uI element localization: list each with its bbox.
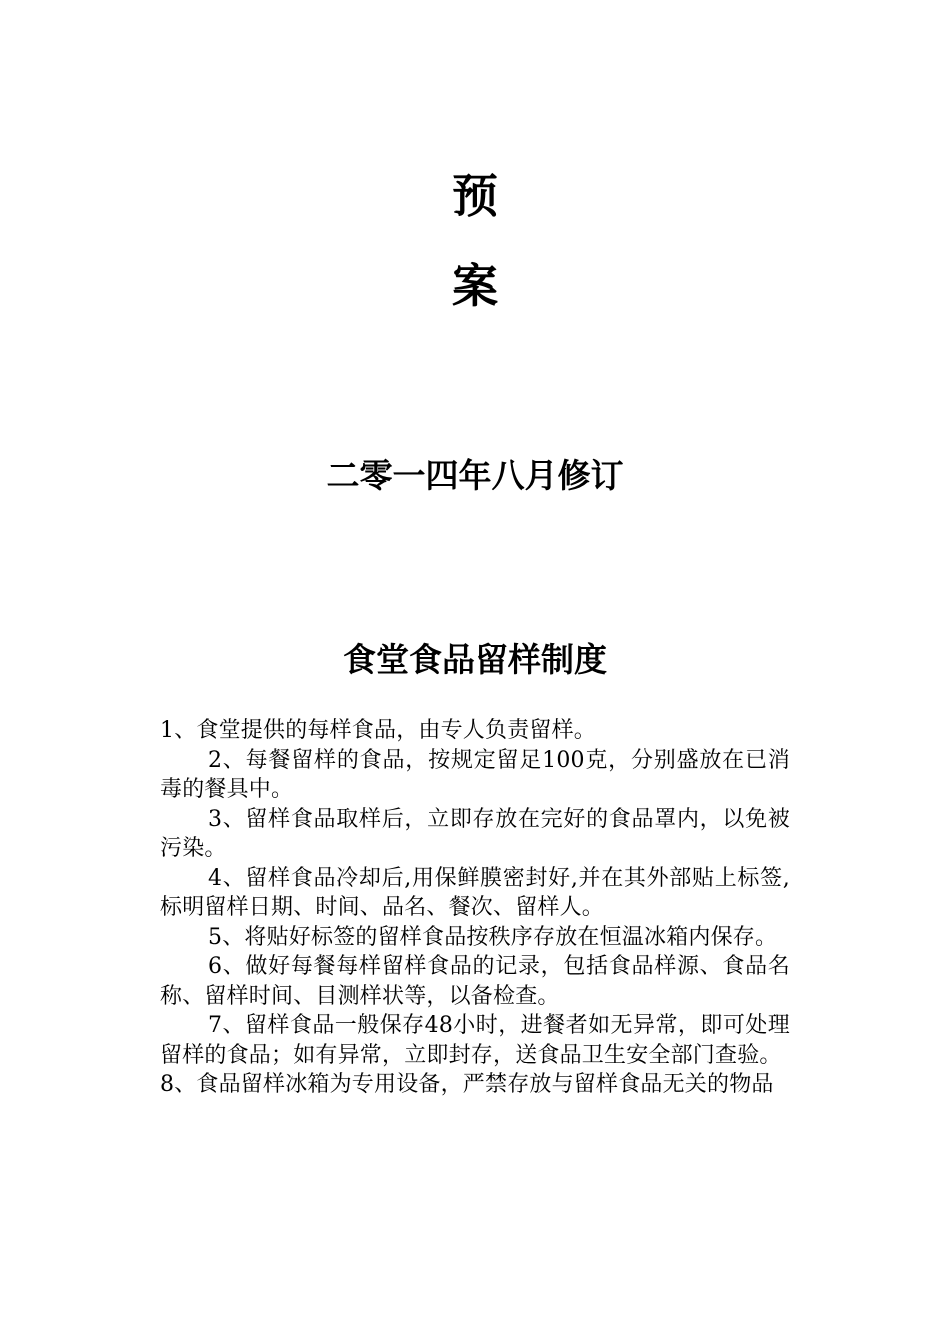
cover-title-char-1: 预: [452, 169, 498, 223]
rules-list: [160, 716, 790, 1100]
revision-date: 二零一四年八月修订: [326, 456, 624, 495]
rule-item: 4、留样食品冷却后,用保鲜膜密封好,并在其外部贴上标签,标明留样日期、时间、品名、餐次、留样人。: [160, 865, 790, 920]
rule-item: 3、留样食品取样后，立即存放在完好的食品罩内，以免被污染。: [160, 806, 790, 861]
rule-item: 8、食品留样冰箱为专用设备，严禁存放与留样食品无关的物品: [160, 1072, 774, 1097]
rule-item: 2、每餐留样的食品，按规定留足100克，分别盛放在已消毒的餐具中。: [160, 747, 790, 802]
section-title: 食堂食品留样制度: [343, 640, 607, 679]
rule-item: 1、食堂提供的每样食品，由专人负责留样。: [160, 718, 596, 743]
rule-item: 5、将贴好标签的留样食品按秩序存放在恒温冰箱内保存。: [208, 924, 778, 950]
cover-title-char-2: 案: [452, 259, 498, 313]
rule-item: 6、做好每餐每样留样食品的记录，包括食品样源、食品名称、留样时间、目测样状等，以备检查。: [160, 954, 790, 1009]
rule-item: 7、留样食品一般保存48小时，进餐者如无异常，即可处理留样的食品；如有异常，立即封存，送食品卫生安全部门查验。: [160, 1013, 790, 1068]
